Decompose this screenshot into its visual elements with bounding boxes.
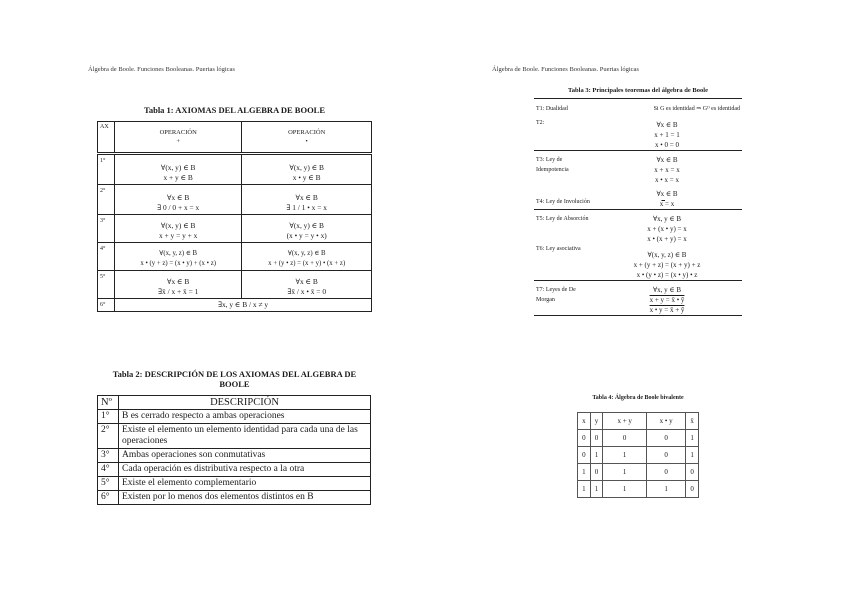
table-row (98, 463, 371, 477)
page-header-right: Álgebra de Boole. Funciones Booleanas. Puertas lógicas (492, 66, 639, 73)
table-cell: 0 (578, 447, 591, 464)
table-cell: 1 (590, 447, 603, 464)
axiom-number: 2° (98, 185, 115, 215)
table-row (98, 477, 371, 491)
axiom-number: 6° (98, 299, 115, 312)
table-row (98, 154, 372, 185)
table2-title: Tabla 2: DESCRIPCIÓN DE LOS AXIOMAS DEL ALGEBRA DE BOOLE (112, 369, 357, 389)
row-number: 3° (98, 449, 119, 463)
axiom-number: 1° (98, 154, 115, 185)
axiom-number: 3° (98, 215, 115, 243)
row-description: B es cerrado respecto a ambas operaciones (119, 410, 371, 424)
axioms-description-table (97, 395, 371, 505)
table2-col-description: DESCRIPCIÓN (119, 396, 371, 410)
table4-col-header: x • y (646, 413, 685, 430)
axiom-sum: ∀x ∈ B ∃x̄ / x + x̄ = 1 (115, 271, 242, 299)
axiom-sum: ∀(x, y, z) ∈ B x • (y + z) = (x • y) + (x • z) (115, 243, 242, 271)
table-cell: 1 (603, 464, 647, 481)
table-cell: 0 (578, 430, 591, 447)
row-number: 1° (98, 410, 119, 424)
row-description: Cada operación es distributiva respecto a la otra (119, 463, 371, 477)
table-row (578, 481, 699, 498)
axioms-table (97, 121, 372, 312)
table-cell: 1 (646, 481, 685, 498)
axiom-product: ∀(x, y) ∈ B x • y ∈ B (242, 154, 372, 185)
table-cell: 0 (686, 481, 699, 498)
table-row (534, 210, 742, 281)
table-cell: 1 (578, 481, 591, 498)
table-cell: 1 (686, 430, 699, 447)
table4-col-header: x (578, 413, 591, 430)
table3-title: Tabla 3: Principales teoremas del álgebra de Boole (568, 87, 708, 94)
table1-col-op-product: OPERACIÓN • (242, 122, 372, 154)
row-number: 6° (98, 491, 119, 505)
theorem-label: T1: Dualidad T2: (534, 99, 592, 151)
theorems-table (534, 98, 742, 316)
table-cell: 1 (686, 447, 699, 464)
table-cell: 0 (646, 447, 685, 464)
table4-col-header: x + y (603, 413, 647, 430)
table1-col-ax: AX (98, 122, 115, 154)
page-header-left: Álgebra de Boole. Funciones Booleanas. Puertas lógicas (88, 66, 235, 73)
theorem-body: ∀x, y ∈ B x + y = x̄ • ȳ x • y = x̄ + ȳ (592, 281, 742, 316)
row-description: Existe el elemento complementario (119, 477, 371, 491)
theorem-body: ∀x ∈ B x + x = x x • x = x ∀x ∈ B x̿ = x (592, 151, 742, 210)
theorem-body: ∀x, y ∈ B x + (x • y) = x x • (x + y) = x ∀(x, y, z) ∈ B x + (y + z) = (x + y) + z x • (y • z) = (x • y) • z (592, 210, 742, 281)
row-description: Ambas operaciones son conmutativas (119, 449, 371, 463)
table4-col-header: y (590, 413, 603, 430)
bivalent-boole-table (577, 412, 699, 498)
theorem-label: T3: Ley de Idempotencia T4: Ley de Involución (534, 151, 592, 210)
table2-col-number: Nº (98, 396, 119, 410)
table-row (98, 215, 372, 243)
table-cell: 1 (603, 481, 647, 498)
axiom-sum: ∀(x, y) ∈ B x + y ∈ B (115, 154, 242, 185)
axiom-product: ∀x ∈ B ∃ 1 / 1 • x = x (242, 185, 372, 215)
axiom-number: 5° (98, 271, 115, 299)
table1-col-op-sum: OPERACIÓN + (115, 122, 242, 154)
table-cell: 1 (590, 481, 603, 498)
table1-title: Tabla 1: AXIOMAS DEL ALGEBRA DE BOOLE (143, 105, 326, 115)
table-row (534, 151, 742, 210)
table-row (98, 424, 371, 449)
table-cell: 1 (603, 447, 647, 464)
table-cell: 0 (646, 430, 685, 447)
table4-col-header: x̄ (686, 413, 699, 430)
axiom-product: ∀(x, y) ∈ B (x • y = y • x) (242, 215, 372, 243)
table-row (98, 449, 371, 463)
table-row (98, 271, 372, 299)
row-description: Existen por lo menos dos elementos distintos en B (119, 491, 371, 505)
table-cell: 0 (646, 464, 685, 481)
table-cell: 0 (590, 430, 603, 447)
row-number: 2° (98, 424, 119, 449)
table-cell: 0 (686, 464, 699, 481)
axiom-product: ∀(x, y, z) ∈ B x + (y • z) = (x + y) • (x + z) (242, 243, 372, 271)
table-row (578, 430, 699, 447)
axiom-sum: ∀x ∈ B ∃ 0 / 0 + x = x (115, 185, 242, 215)
axiom-number: 4° (98, 243, 115, 271)
table-row (578, 447, 699, 464)
axiom-sum: ∀(x, y) ∈ B x + y = y + x (115, 215, 242, 243)
table-cell: 1 (578, 464, 591, 481)
row-number: 4° (98, 463, 119, 477)
table-cell: 0 (603, 430, 647, 447)
axiom-distinct: ∃x, y ∈ B / x ≠ y (115, 299, 372, 312)
table-row (98, 491, 371, 505)
row-number: 5° (98, 477, 119, 491)
table-row (98, 185, 372, 215)
table4-title: Tabla 4: Álgebra de Boole bivalente (592, 395, 684, 401)
table-row (98, 299, 372, 312)
table-row (578, 464, 699, 481)
table-cell: 0 (590, 464, 603, 481)
theorem-body: Si G es identidad ⇒ Gᴰ es identidad ∀x ∈ B x + 1 = 1 x • 0 = 0 (592, 99, 742, 151)
table-row (534, 281, 742, 316)
row-description: Existe el elemento un elemento identidad para cada una de las operaciones (119, 424, 371, 449)
table-row (534, 99, 742, 151)
table-row (98, 243, 372, 271)
table-row (98, 410, 371, 424)
axiom-product: ∀x ∈ B ∃x̄ / x • x̄ = 0 (242, 271, 372, 299)
theorem-label: T5: Ley de Absorción T6: Ley asociativa (534, 210, 592, 281)
theorem-label: T7: Leyes de De Morgan (534, 281, 592, 316)
